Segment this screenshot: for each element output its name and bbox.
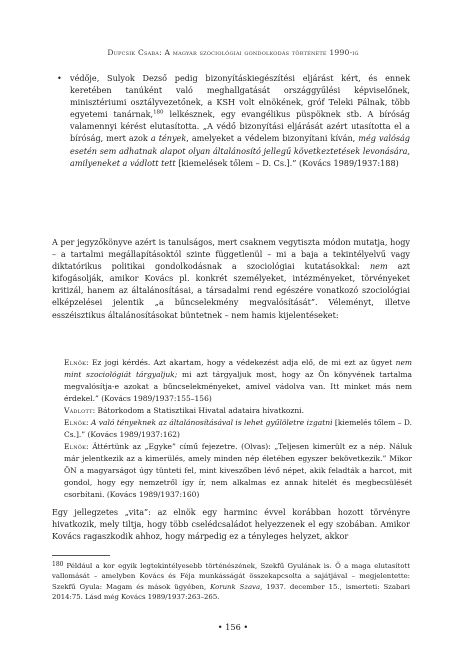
footnote-ref[interactable]: 180 — [153, 109, 164, 116]
emphasis: nem — [369, 261, 388, 272]
emphasis: nem mint szociológiát tárgyaljuk; — [64, 358, 412, 379]
footnote — [52, 560, 410, 603]
quote-text: [kiemelés tőlem – D. Cs.].” (Kovács 1989/1937:162) — [64, 418, 412, 439]
block-quote — [64, 357, 412, 501]
emphasis: még valóság esetén sem adhatnak alapot olyan általánosító jellegű következtetések levonására, amilyeneket a vádlott tett — [70, 133, 410, 168]
running-head: Dupcsik Csaba: A magyar szociológiai gondolkodás története 1990-ig — [107, 48, 359, 57]
quote-row — [64, 357, 412, 405]
quote-text: mi azt tárgyaljuk most, hogy az Ön könyvének tartalma megvalósítja-e azokat a bűncselekményeket, amivel vádolva van. Itt minket más nem érdekel.” (Kovács 1989/1937:155–156) — [64, 370, 413, 403]
bullet-text: [kiemelések tőlem – D. Cs.].” (Kovács 1989/1937:188) — [175, 157, 399, 168]
quote-text: : Áttértünk az „Egyke” című fejezetre. (Olvas): „Teljesen kimerült ez a nép. Náluk már jelentkezik az a kimerülés, amely minden nép életében egyszer bekövetkezik.” Mikor ÖN a magyarságot úgy tünteti fel, mint kiveszőben lévő népet, akik feladták a harcot, mit gondol, hogy egy nemzetről így ír, nem alkalmas ez annak hitelét és megbecsülését csorbítani. (Kovács 1989/1937:160) — [64, 442, 412, 499]
emphasis: Korunk Szava — [210, 582, 261, 591]
emphasis: A való tényeknek az általánosításával is lehet gyűlöletre izgatni — [90, 418, 333, 427]
footnote-text: , 1937. december 15., ismerteti: Szabari 2014:75. Lásd még Kovács 1989/1937:263–265. — [52, 582, 410, 602]
quote-text: : Ez jogi kérdés. Azt akartam, hogy a védekezést adja elő, de mi ezt az ügyet — [86, 358, 396, 367]
paragraph-text: Egy jellegzetes „vita”: az elnök egy harminc évvel korábban hozott törvényre hivatkozik, mely tiltja, hogy több cselédcsaládot helyezzenek el egy szobában. Amikor Kovács ragaszkodik ahhoz, hogy márpedig ez a tényleges helyzet, akkor — [52, 507, 410, 542]
paragraph-text: azt kifogásolják, amikor Kovács pl. konkrét személyeket, intézményeket, törvényeket kritizál, hanem az általánosításai, a társadalmi rend egészére vonatkozó szociológiai elképzelései jelentik „a bűncselekmény megvalósítását”. Véleményt, illetve esszéisztikus általánosításokat büntetnek – nem hamis kijelentéseket: — [52, 261, 410, 320]
body-paragraph — [52, 236, 410, 321]
footnote-text: Például a kor egyik legtekintélyesebb történészének, Szekfű Gyulának is. Ő a maga elutasított vallomását – amelyben Kovács és Féja munkásságát összekapcsolta a sajátjával – megjelentette: Szekfű Gyula: Magam és mások ügyében, — [52, 562, 410, 591]
quote-text: : — [86, 418, 91, 427]
footnote-divider — [52, 555, 110, 556]
bullet-paragraph — [57, 72, 410, 169]
body-paragraph — [52, 506, 410, 542]
quote-row — [64, 441, 412, 501]
bullet-text: védője, Sulyok Dezső pedig bizonyításkiegészítési eljárást kért, és ennek keretében tanúként való meghallgatását országgyűlési képviselőnek, minisztériumi osztályvezetőnek, a KSH volt elnökének, gróf Teleki Pálnak, több egyetemi tanárnak, — [70, 73, 410, 120]
paragraph-text: A per jegyzőkönyve azért is tanulságos, mert csaknem vegytiszta módon mutatja, hogy – a tartalmi megállapításoktól szinte függetlenül – mi a baja a tekintélyelvű vagy diktatórikus politikai gondolkodásnak a szociológiai kutatásokkal: — [52, 237, 410, 272]
page-number: • 156 • — [217, 622, 249, 632]
speaker-label: Vádlott — [64, 406, 93, 415]
footnote-number: 180 — [52, 561, 64, 568]
emphasis: a tények — [150, 133, 187, 144]
quote-row — [64, 417, 412, 441]
bullet-text: lelkésznek, egy evangélikus püspöknek stb. A bíróság valamennyi kérést elutasította. „A védő bizonyítási eljárását azért utasította el a bíróság, mert azok — [70, 109, 410, 144]
speaker-label: Elnök — [64, 418, 87, 427]
quote-text: : Bátorkodom a Statisztikai Hivatal adataira hivatkozni. — [92, 406, 304, 415]
speaker-label: Elnök — [64, 358, 87, 367]
bullet-marker: • — [57, 73, 62, 83]
speaker-label: Elnök — [64, 442, 87, 451]
bullet-text: , amelyeket a védelem bizonyítani kíván, — [186, 133, 359, 144]
quote-row — [64, 405, 412, 417]
